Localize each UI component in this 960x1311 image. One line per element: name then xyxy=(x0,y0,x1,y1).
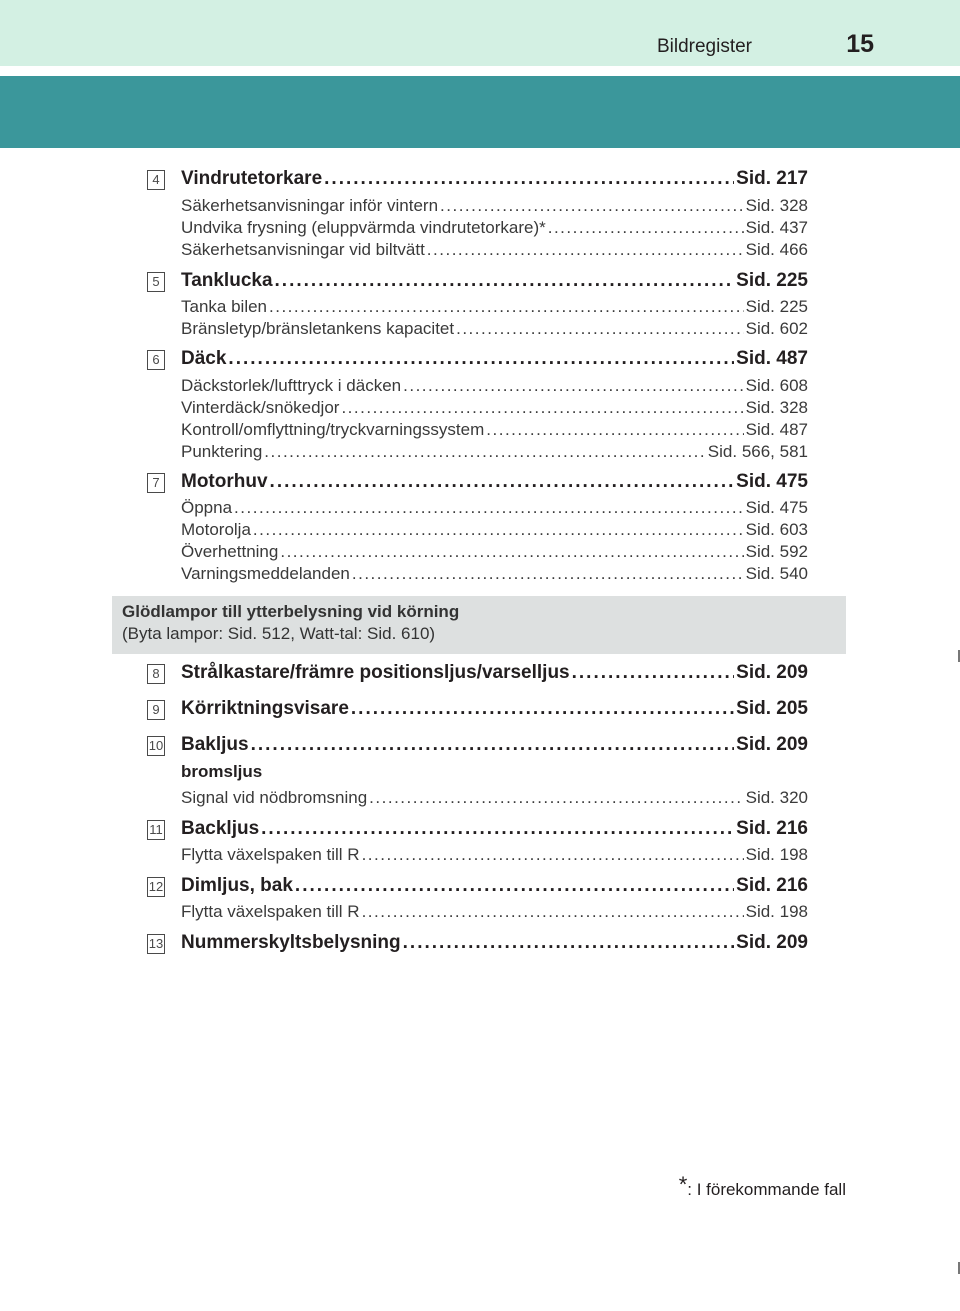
entry-number: 8 xyxy=(147,664,165,684)
sub-ref: Sid. 592 xyxy=(745,542,808,561)
sub-ref: Sid. 328 xyxy=(745,196,808,215)
sub-entry xyxy=(181,297,808,317)
sub-label: Undvika frysning (eluppvärmda vindrutetorkare)* xyxy=(181,218,546,237)
section-subtitle: (Byta lampor: Sid. 512, Watt-tal: Sid. 610) xyxy=(122,624,436,643)
index-entry xyxy=(181,168,808,190)
index-entry xyxy=(181,734,808,756)
section-title: Glödlampor till ytterbelysning vid körning xyxy=(122,602,460,621)
sub-ref: Sid. 475 xyxy=(745,498,808,517)
sub-entry xyxy=(181,196,808,216)
entry-number: 13 xyxy=(147,934,165,954)
sub-entry xyxy=(181,398,808,418)
index-entry xyxy=(181,270,808,292)
sub-label: Motorolja xyxy=(181,520,251,539)
sub-ref: Sid. 466 xyxy=(745,240,808,259)
entry-ref: Sid. 216 xyxy=(736,818,808,839)
entry-ref: Sid. 217 xyxy=(736,168,808,189)
sub-entry xyxy=(181,564,808,584)
header-band xyxy=(0,76,960,148)
sub-label: Kontroll/omflyttning/tryckvarningssystem xyxy=(181,420,485,439)
sub-entry xyxy=(181,420,808,440)
entry-number: 4 xyxy=(147,170,165,190)
footnote xyxy=(678,1172,846,1200)
index-entry xyxy=(181,818,808,840)
sub-ref: Sid. 566, 581 xyxy=(707,442,808,461)
entry-ref: Sid. 225 xyxy=(736,270,808,291)
sub-label: Säkerhetsanvisningar vid biltvätt xyxy=(181,240,425,259)
sub-ref: Sid. 602 xyxy=(745,319,808,338)
sub-label: Säkerhetsanvisningar inför vintern xyxy=(181,196,439,215)
entry-number: 11 xyxy=(147,820,165,840)
sub-label: Tanka bilen xyxy=(181,297,268,316)
sub-label: Varningsmeddelanden xyxy=(181,564,350,583)
index-entry xyxy=(181,348,808,370)
index-entry xyxy=(181,471,808,493)
sub-label: Vinterdäck/snökedjor xyxy=(181,398,340,417)
sub-label: Flytta växelspaken till R xyxy=(181,845,360,864)
index-entry xyxy=(181,662,808,684)
sub-label: Öppna xyxy=(181,498,233,517)
entry-label: Däck xyxy=(181,348,227,369)
page-number: 15 xyxy=(846,30,874,58)
sub-ref: Sid. 320 xyxy=(745,788,808,807)
entry-ref: Sid. 475 xyxy=(736,471,808,492)
sub-label: Punktering xyxy=(181,442,263,461)
sub-ref: Sid. 540 xyxy=(745,564,808,583)
footnote-text: : I förekommande fall xyxy=(687,1180,846,1199)
entry-number: 9 xyxy=(147,700,165,720)
entry-label: Motorhuv xyxy=(181,471,268,492)
sub-ref: Sid. 225 xyxy=(745,297,808,316)
sub-entry xyxy=(181,498,808,518)
entry-label: Dimljus, bak xyxy=(181,875,293,896)
sub-entry xyxy=(181,520,808,540)
sub-ref: Sid. 487 xyxy=(745,420,808,439)
entry-ref: Sid. 209 xyxy=(736,734,808,755)
sub-label: Flytta växelspaken till R xyxy=(181,902,360,921)
sub-ref: Sid. 198 xyxy=(745,845,808,864)
sub-entry xyxy=(181,319,808,339)
sub-entry xyxy=(181,788,808,808)
entry-number: 12 xyxy=(147,877,165,897)
sub-ref: Sid. 608 xyxy=(745,376,808,395)
sub-entry xyxy=(181,442,808,462)
sub-ref: Sid. 603 xyxy=(745,520,808,539)
sub-label: Signal vid nödbromsning xyxy=(181,788,368,807)
index-entry xyxy=(181,875,808,897)
entry-label: Bakljus xyxy=(181,734,249,755)
sub-entry xyxy=(181,542,808,562)
sub-ref: Sid. 198 xyxy=(745,902,808,921)
page-header xyxy=(0,0,960,66)
entry-number: 7 xyxy=(147,473,165,493)
sub-entry xyxy=(181,376,808,396)
sub-label: Överhettning xyxy=(181,542,279,561)
header-title: Bildregister xyxy=(656,36,752,57)
entry-number: 5 xyxy=(147,272,165,292)
entry-label: Nummerskyltsbelysning xyxy=(181,932,401,953)
entry-label: Körriktningsvisare xyxy=(181,698,349,719)
index-entry xyxy=(181,698,808,720)
entry-label: Tanklucka xyxy=(181,270,273,291)
entry-ref: Sid. 205 xyxy=(736,698,808,719)
entry-label: Backljus xyxy=(181,818,260,839)
sub-label: Däckstorlek/lufttryck i däcken xyxy=(181,376,402,395)
sub-entry xyxy=(181,845,808,865)
sub-entry xyxy=(181,240,808,260)
footnote-mark: * xyxy=(678,1172,688,1197)
sub-entry xyxy=(181,218,808,238)
entry-ref: Sid. 209 xyxy=(736,932,808,953)
entry-number: 6 xyxy=(147,350,165,370)
entry-label: Vindrutetorkare xyxy=(181,168,323,189)
sub-label: Bränsletyp/bränsletankens kapacitet xyxy=(181,319,455,338)
entry-label: Strålkastare/främre positionsljus/varselljus xyxy=(181,662,570,683)
section-band xyxy=(112,596,846,654)
entry-ref: Sid. 487 xyxy=(736,348,808,369)
entry-number: 10 xyxy=(147,736,165,756)
sub-entry xyxy=(181,902,808,922)
sub-ref: Sid. 328 xyxy=(745,398,808,417)
entry-ref: Sid. 216 xyxy=(736,875,808,896)
entry-extra-label: bromsljus xyxy=(181,762,263,781)
sub-ref: Sid. 437 xyxy=(745,218,808,237)
index-entry xyxy=(181,932,808,954)
entry-ref: Sid. 209 xyxy=(736,662,808,683)
